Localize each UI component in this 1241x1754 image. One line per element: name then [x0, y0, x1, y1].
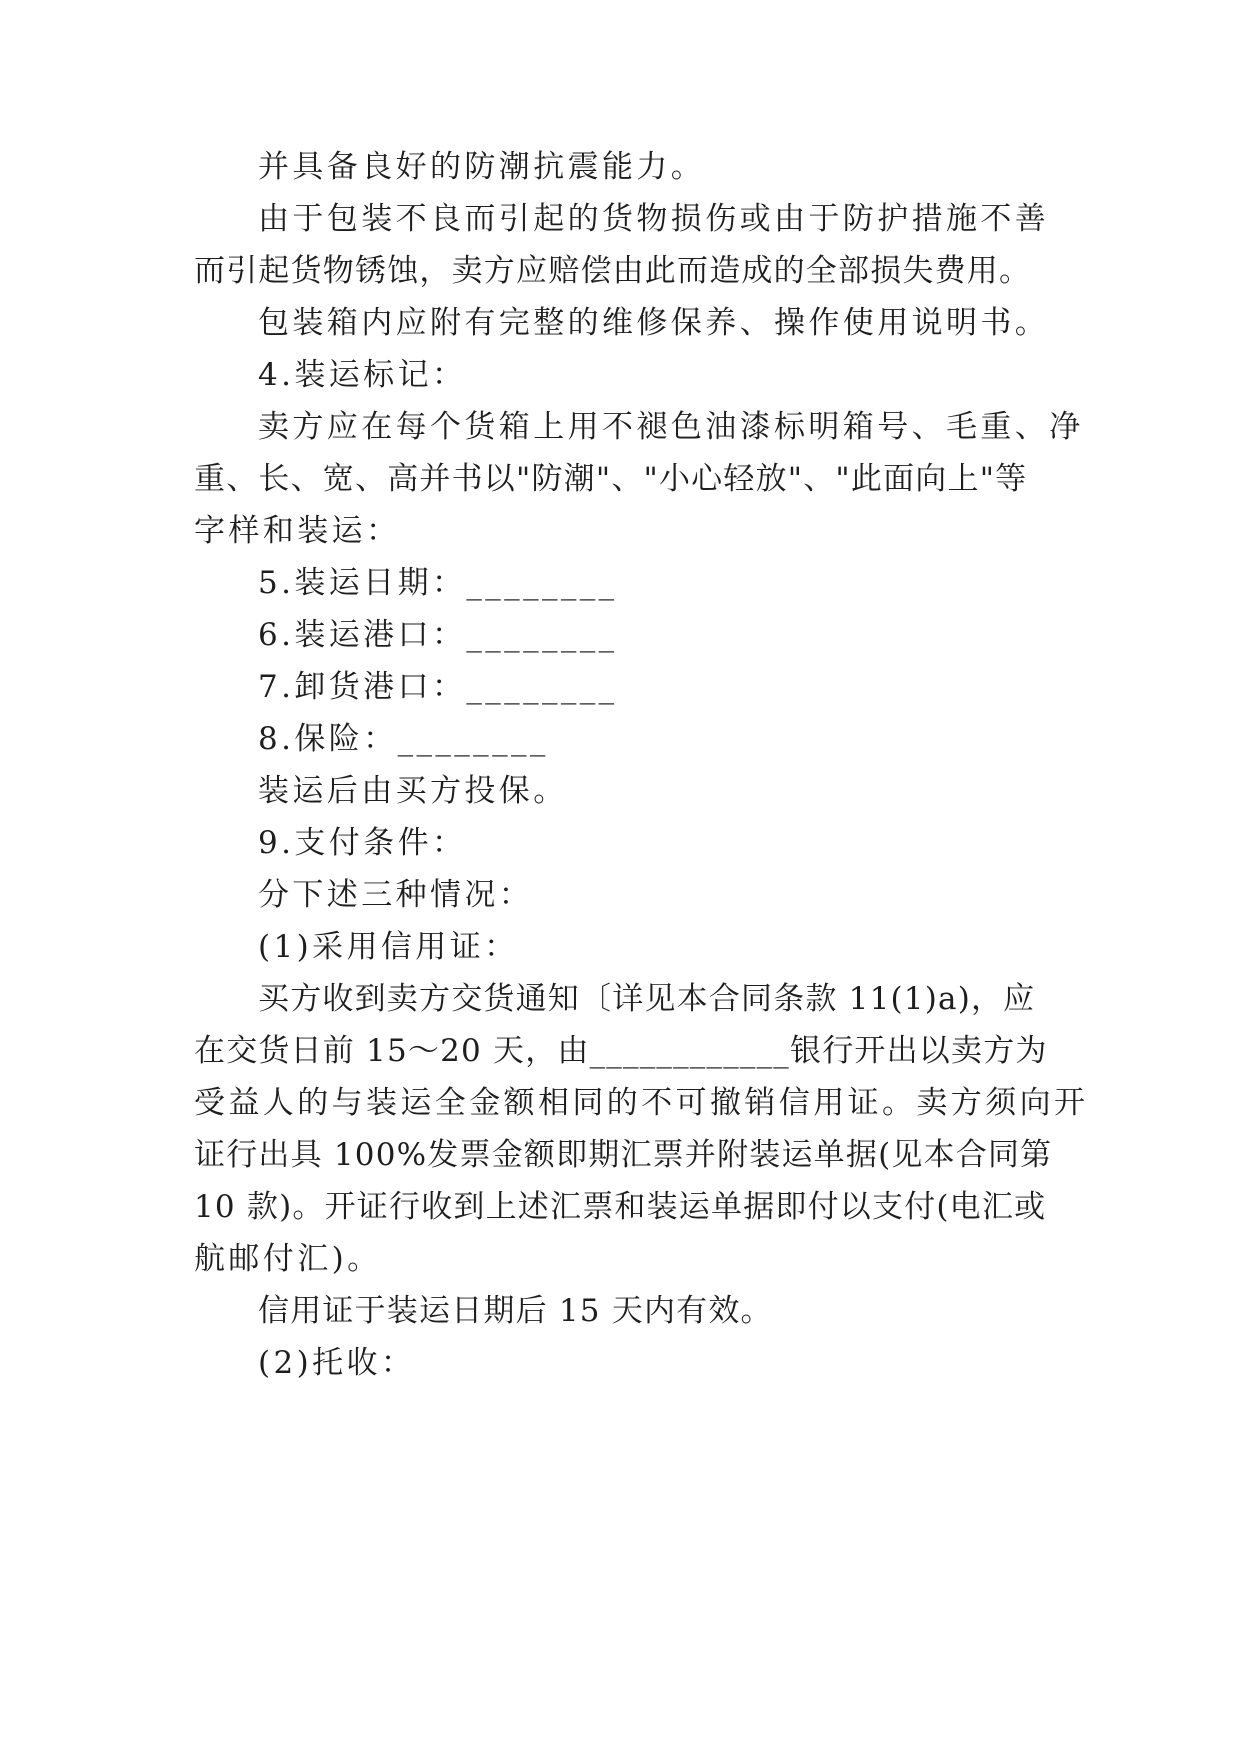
paragraph-line: 10 款)。开证行收到上述汇票和装运单据即付以支付(电汇或 — [194, 1189, 1047, 1225]
section-heading-payment-terms: 9.支付条件： — [258, 825, 467, 861]
paragraph-line: 买方收到卖方交货通知〔详见本合同条款 11(1)a)，应 — [258, 981, 1036, 1017]
section-heading-shipping-marks: 4.装运标记： — [258, 357, 467, 393]
paragraph-line: 卖方应在每个货箱上用不褪色油漆标明箱号、毛重、净 — [258, 409, 1084, 445]
paragraph-line: 并具备良好的防潮抗震能力。 — [258, 149, 706, 185]
paragraph-line: 航邮付汇)。 — [194, 1241, 382, 1277]
paragraph-line: 包装箱内应附有完整的维修保养、操作使用说明书。 — [258, 305, 1050, 341]
subsection-heading-letter-of-credit: (1)采用信用证： — [258, 929, 519, 965]
loading-port-field: 6.装运港口：________ — [258, 617, 618, 653]
insurance-field: 8.保险：________ — [258, 721, 549, 757]
shipping-date-field: 5.装运日期：________ — [258, 565, 618, 601]
paragraph-line: 证行出具 100%发票金额即期汇票并附装运单据(见本合同第 — [194, 1137, 1053, 1173]
paragraph-line: 在交货日前 15～20 天，由____________银行开出以卖方为 — [194, 1033, 1048, 1069]
paragraph-line: 装运后由买方投保。 — [258, 773, 568, 809]
paragraph-line: 信用证于装运日期后 15 天内有效。 — [258, 1293, 773, 1329]
subsection-heading-collection: (2)托收： — [258, 1345, 416, 1381]
paragraph-line: 分下述三种情况： — [258, 877, 534, 913]
paragraph-line: 受益人的与装运全金额相同的不可撤销信用证。卖方须向开 — [194, 1085, 1089, 1121]
paragraph-line: 重、长、宽、高并书以"防潮"、"小心轻放"、"此面向上"等 — [194, 461, 1028, 497]
paragraph-line: 由于包装不良而引起的货物损伤或由于防护措施不善 — [258, 201, 1050, 237]
discharge-port-field: 7.卸货港口：________ — [258, 669, 618, 705]
paragraph-line: 而引起货物锈蚀，卖方应赔偿由此而造成的全部损失费用。 — [194, 253, 1032, 289]
paragraph-line: 字样和装运： — [194, 513, 401, 549]
